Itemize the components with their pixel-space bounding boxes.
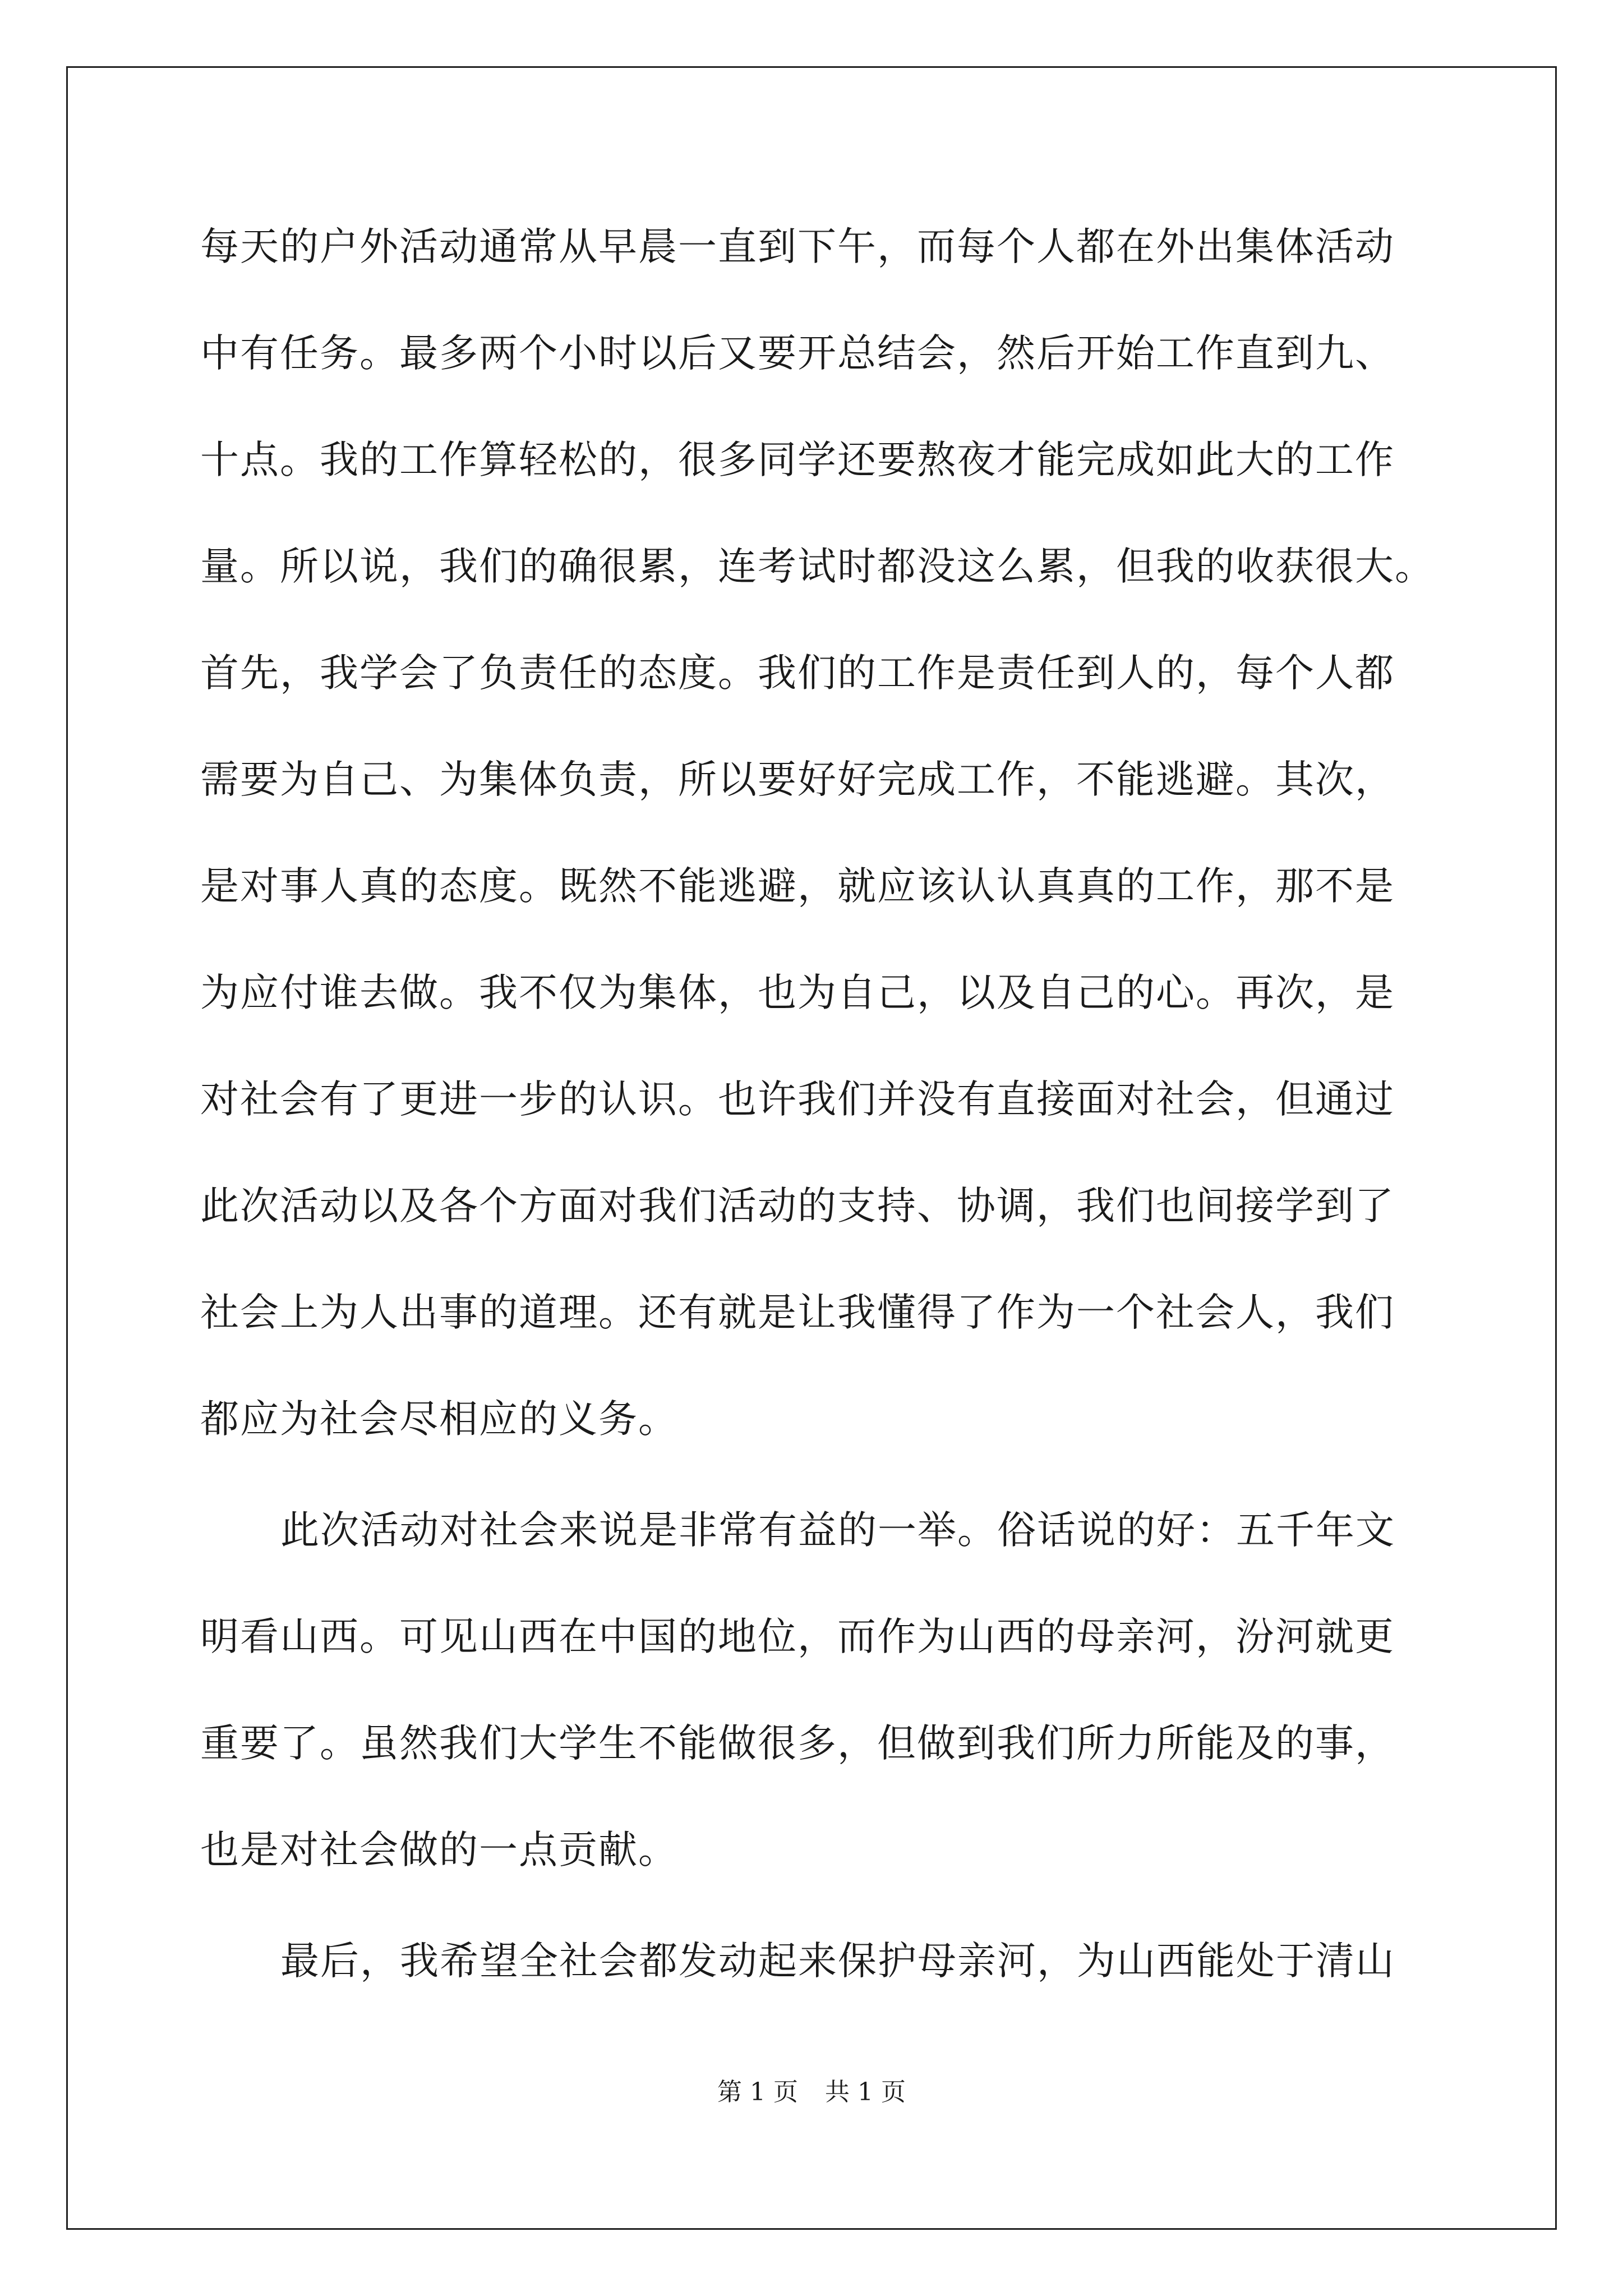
page-footer [0, 2076, 1623, 2109]
text-line: 十点。我的工作算轻松的，很多同学还要熬夜才能完成如此大的工作 [200, 438, 1395, 482]
text-line: 是对事人真的态度。既然不能逃避，就应该认认真真的工作，那不是 [200, 864, 1395, 909]
text-line: 也是对社会做的一点贡献。 [200, 1828, 678, 1872]
text-line: 社会上为人出事的道理。还有就是让我懂得了作为一个社会人，我们 [200, 1290, 1395, 1335]
text-line: 首先，我学会了负责任的态度。我们的工作是责任到人的，每个人都 [200, 651, 1395, 696]
text-line: 量。所以说，我们的确很累，连考试时都没这么累，但我的收获很大。 [200, 544, 1435, 589]
text-line: 中有任务。最多两个小时以后又要开总结会，然后开始工作直到九、 [200, 331, 1395, 376]
paragraph-first-line: 最后，我希望全社会都发动起来保护母亲河，为山西能处于清山 [280, 1939, 1395, 1984]
text-line: 都应为社会尽相应的义务。 [200, 1397, 678, 1442]
text-line: 需要为自己、为集体负责，所以要好好完成工作，不能逃避。其次， [200, 757, 1395, 802]
page-border [66, 66, 1557, 2230]
page-number-total: 共 1 页 [825, 2078, 906, 2106]
text-line: 重要了。虽然我们大学生不能做很多，但做到我们所力所能及的事， [200, 1721, 1395, 1766]
page-number-current: 第 1 页 [717, 2078, 798, 2106]
text-line: 每天的户外活动通常从早晨一直到下午，而每个人都在外出集体活动 [200, 224, 1395, 269]
text-line: 为应付谁去做。我不仅为集体，也为自己，以及自己的心。再次，是 [200, 970, 1395, 1015]
text-line: 对社会有了更进一步的认识。也许我们并没有直接面对社会，但通过 [200, 1077, 1395, 1122]
paragraph-first-line: 此次活动对社会来说是非常有益的一举。俗话说的好：五千年文 [280, 1508, 1395, 1553]
text-line: 明看山西。可见山西在中国的地位，而作为山西的母亲河，汾河就更 [200, 1614, 1395, 1659]
text-line: 此次活动以及各个方面对我们活动的支持、协调，我们也间接学到了 [200, 1184, 1395, 1228]
